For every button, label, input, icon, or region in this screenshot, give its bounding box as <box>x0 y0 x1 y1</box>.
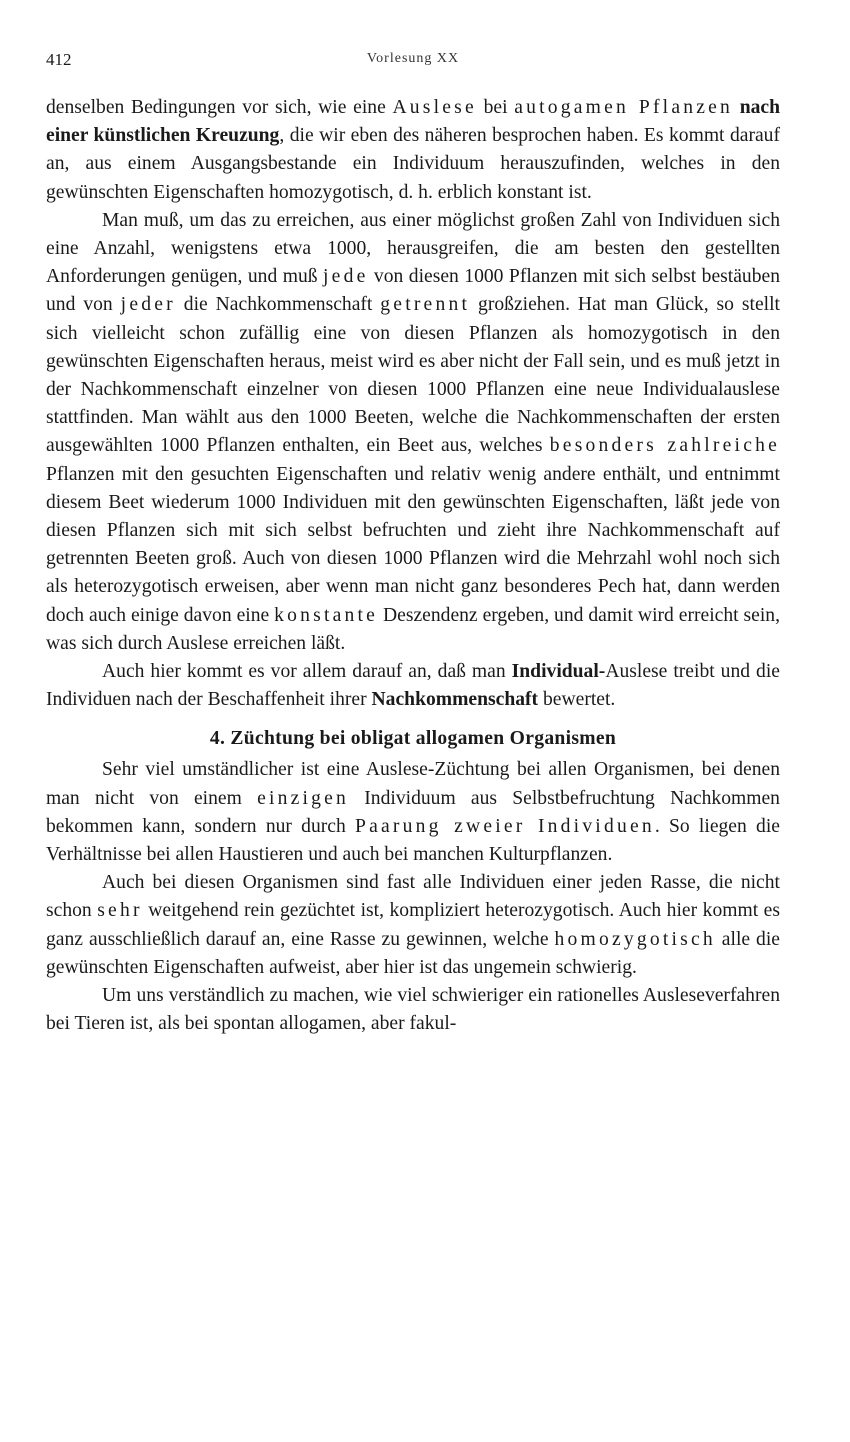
text-run: bei <box>476 97 515 118</box>
text-run: großziehen. Hat man Glück, so stellt sich vielleicht schon zufällig eine von diesen Pflanzen als homozygotisch in den gewünschten Eigenschaften heraus, meist wird es aber nicht der Fall sein, und es muß jetzt in der Nachkommenschaft einzelner von diesen 1000 Pflanzen eine neue Individualauslese stattfinden. Man wählt aus den 1000 Beeten, welche die Nachkommenschaften der ersten ausgewählten 1000 Pflanzen enthalten, ein Beet aus, welches <box>46 294 780 457</box>
text-run: Pflanzen mit den gesuchten Eigenschaften und relativ wenig andere enthält, und entnimmt diesem Beet wiederum 1000 Individuen mit den gewünschten Eigenschaften, läßt jede von diesen Pflanzen sich mit sich selbst befruchten und zieht ihre Nachkommenschaft auf getrennten Beeten groß. Auch von diesen 1000 Pflanzen wird die Mehrzahl wohl noch sich als heterozygotisch erweisen, aber wenn man nicht ganz besonderes Pech hat, dann werden doch auch einige davon eine <box>46 463 780 626</box>
running-head: Vorlesung XX <box>366 51 460 66</box>
text-run <box>733 97 740 118</box>
paragraph <box>46 982 780 1038</box>
spaced-emphasis-text: sehr <box>97 900 143 922</box>
bold-text: Individual- <box>511 661 606 683</box>
paragraph <box>46 658 780 714</box>
body-text-lower <box>46 756 780 1038</box>
bold-text: Nachkommenschaft <box>371 689 539 711</box>
page-number: 412 <box>46 50 72 69</box>
text-run: Auslese treibt und die Individuen nach der Beschaffenheit ihrer <box>46 661 780 711</box>
spaced-emphasis-text: jede <box>323 266 369 288</box>
bold-text: nach einer künstlichen Kreuzung <box>46 97 780 147</box>
paragraph <box>46 94 780 207</box>
spaced-emphasis-text: konstante <box>274 604 379 626</box>
text-run: Auch bei diesen Organismen sind fast alle Individuen einer jeden Rasse, die nicht schon <box>46 872 780 922</box>
text-run: Deszendenz ergeben, und damit wird erreicht sein, was sich durch Auslese erreichen läßt. <box>46 604 780 654</box>
text-run: Sehr viel umständlicher ist eine Auslese-Züchtung bei allen Organismen, bei denen man nicht von einem <box>46 759 780 809</box>
text-run: von diesen 1000 Pflanzen mit sich selbst bestäuben und von <box>46 266 780 316</box>
text-run: , die wir eben des näheren besprochen haben. Es kommt darauf an, aus einem Ausgangsbestande ein Individuum herauszufinden, welches in den gewünschten Eigenschaften homozygotisch, d. h. erblich konstant ist. <box>46 125 780 203</box>
spaced-emphasis-text: jeder <box>120 294 176 316</box>
spaced-emphasis-text: Auslese <box>392 97 477 118</box>
text-run: Individuum aus Selbstbefruchtung Nachkommen bekommen kann, sondern nur durch <box>46 787 780 837</box>
paragraph <box>46 756 780 869</box>
text-run: Um uns verständlich zu machen, wie viel schwieriger ein rationelles Ausleseverfahren bei Tieren ist, als bei spontan allogamen, aber fakul- <box>46 985 780 1035</box>
spaced-emphasis-text: besonders zahlreiche <box>549 435 780 457</box>
text-run: Auch hier kommt es vor allem darauf an, daß man <box>102 661 512 683</box>
spaced-emphasis-text: homozygotisch <box>554 928 716 950</box>
text-run: alle die gewünschten Eigenschaften aufweist, aber hier ist das ungemein schwierig. <box>46 928 780 978</box>
section-heading: 4. Züchtung bei obligat allogamen Organismen <box>209 728 617 750</box>
text-run: bewertet. <box>538 689 616 711</box>
text-run: weitgehend rein gezüchtet ist, kompliziert heterozygotisch. Auch hier kommt es ganz ausschließlich darauf an, eine Rasse zu gewinnen, welche <box>46 900 780 950</box>
text-run: denselben Bedingungen vor sich, wie eine <box>46 97 393 118</box>
spaced-emphasis-text: getrennt <box>380 294 471 316</box>
text-run: die Nachkommenschaft <box>175 294 381 316</box>
paragraph <box>46 207 780 658</box>
paragraph <box>46 869 780 982</box>
text-run: . So liegen die Verhältnisse bei allen Haustieren und auch bei manchen Kulturpflanzen. <box>46 815 780 866</box>
page-header <box>46 50 780 74</box>
text-run: Man muß, um das zu erreichen, aus einer möglichst großen Zahl von Individuen sich eine Anzahl, wenigstens etwa 1000, herausgreifen, die am besten den gestellten Anforderungen genügen, und muß <box>46 209 780 288</box>
book-page <box>46 50 780 1039</box>
spaced-emphasis-text: einzigen <box>257 787 350 809</box>
body-text-upper <box>46 94 780 714</box>
spaced-emphasis-text: Paarung zweier Individuen <box>355 815 655 837</box>
spaced-emphasis-text: autogamen Pflanzen <box>514 97 734 118</box>
